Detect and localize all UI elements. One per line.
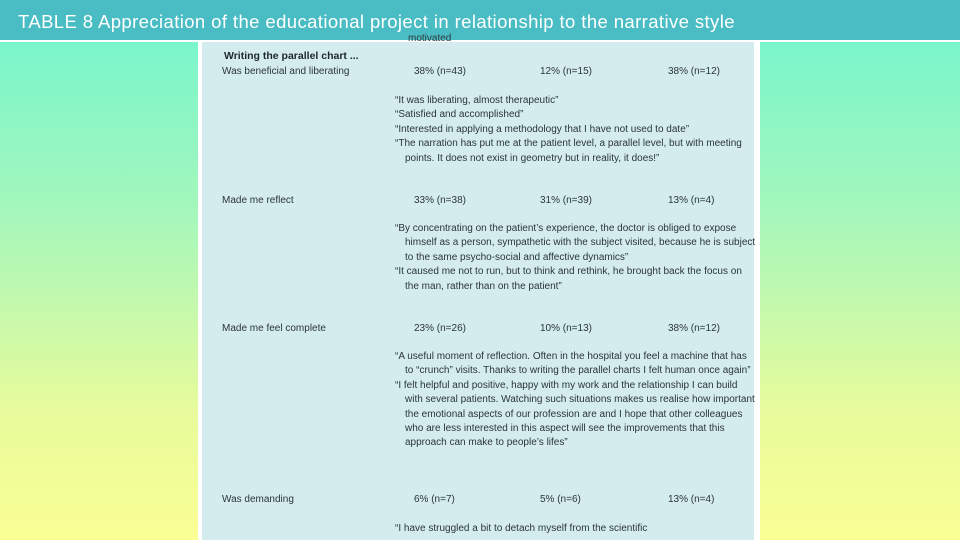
quote: “By concentrating on the patient’s experience, the doctor is obliged to expose himself as a person, sympathetic with the subject visited, because he is subject to the same psycho-social and affective dynamics” [395, 223, 756, 263]
row-value: 6% (n=7) [414, 494, 455, 505]
quote: “Satisfied and accomplished” [395, 109, 524, 121]
row-value: 31% (n=39) [540, 195, 592, 206]
row-value: 38% (n=12) [668, 66, 720, 77]
row-value: 10% (n=13) [540, 323, 592, 334]
row-value: 33% (n=38) [414, 195, 466, 206]
quote: “I felt helpful and positive, happy with my work and the relationship I can build with several patients. Watching such situations makes us realise how important the emotional aspects of our profession are and I hope that other colleagues who are less interested in this aspect will see the improvements that this approach can make to people’s lifes” [395, 379, 755, 449]
quote: “Interested in applying a methodology that I have not used to date” [395, 123, 690, 135]
quote: “The narration has put me at the patient level, a parallel level, but with meeting points. It does not exist in geometry but in reality, it does!” [395, 138, 742, 164]
row-value: 38% (n=43) [414, 66, 466, 77]
row-value: 38% (n=12) [668, 323, 720, 334]
quote-list [395, 222, 757, 294]
quote-list [395, 522, 757, 536]
cut-off-text: motivated [408, 33, 452, 44]
row-value: 12% (n=15) [540, 66, 592, 77]
quote: “It was liberating, almost therapeutic” [395, 95, 559, 106]
slide-title: TABLE 8 Appreciation of the educational project in relationship to the narrative style [18, 11, 735, 32]
row-label: Made me feel complete [222, 323, 326, 334]
row-label: Made me reflect [222, 195, 294, 206]
title-bar [0, 0, 960, 42]
row-label: Was beneficial and liberating [222, 66, 350, 77]
quote-list [395, 94, 757, 166]
quote: “A useful moment of reflection. Often in the hospital you feel a machine that has to “crunch” visits. Thanks to writing the parallel charts I felt human once again” [395, 351, 751, 377]
quote-list [395, 350, 757, 451]
section-heading: Writing the parallel chart ... [224, 50, 359, 62]
row-value: 13% (n=4) [668, 494, 715, 505]
row-label: Was demanding [222, 494, 294, 505]
quote: “It caused me not to run, but to think and rethink, he brought back the focus on the man, rather than on the patient” [395, 266, 742, 292]
quote: “I have struggled a bit to detach myself from the scientific [395, 523, 648, 534]
table-panel [198, 33, 760, 540]
row-value: 13% (n=4) [668, 195, 715, 206]
row-value: 23% (n=26) [414, 323, 466, 334]
row-value: 5% (n=6) [540, 494, 581, 505]
